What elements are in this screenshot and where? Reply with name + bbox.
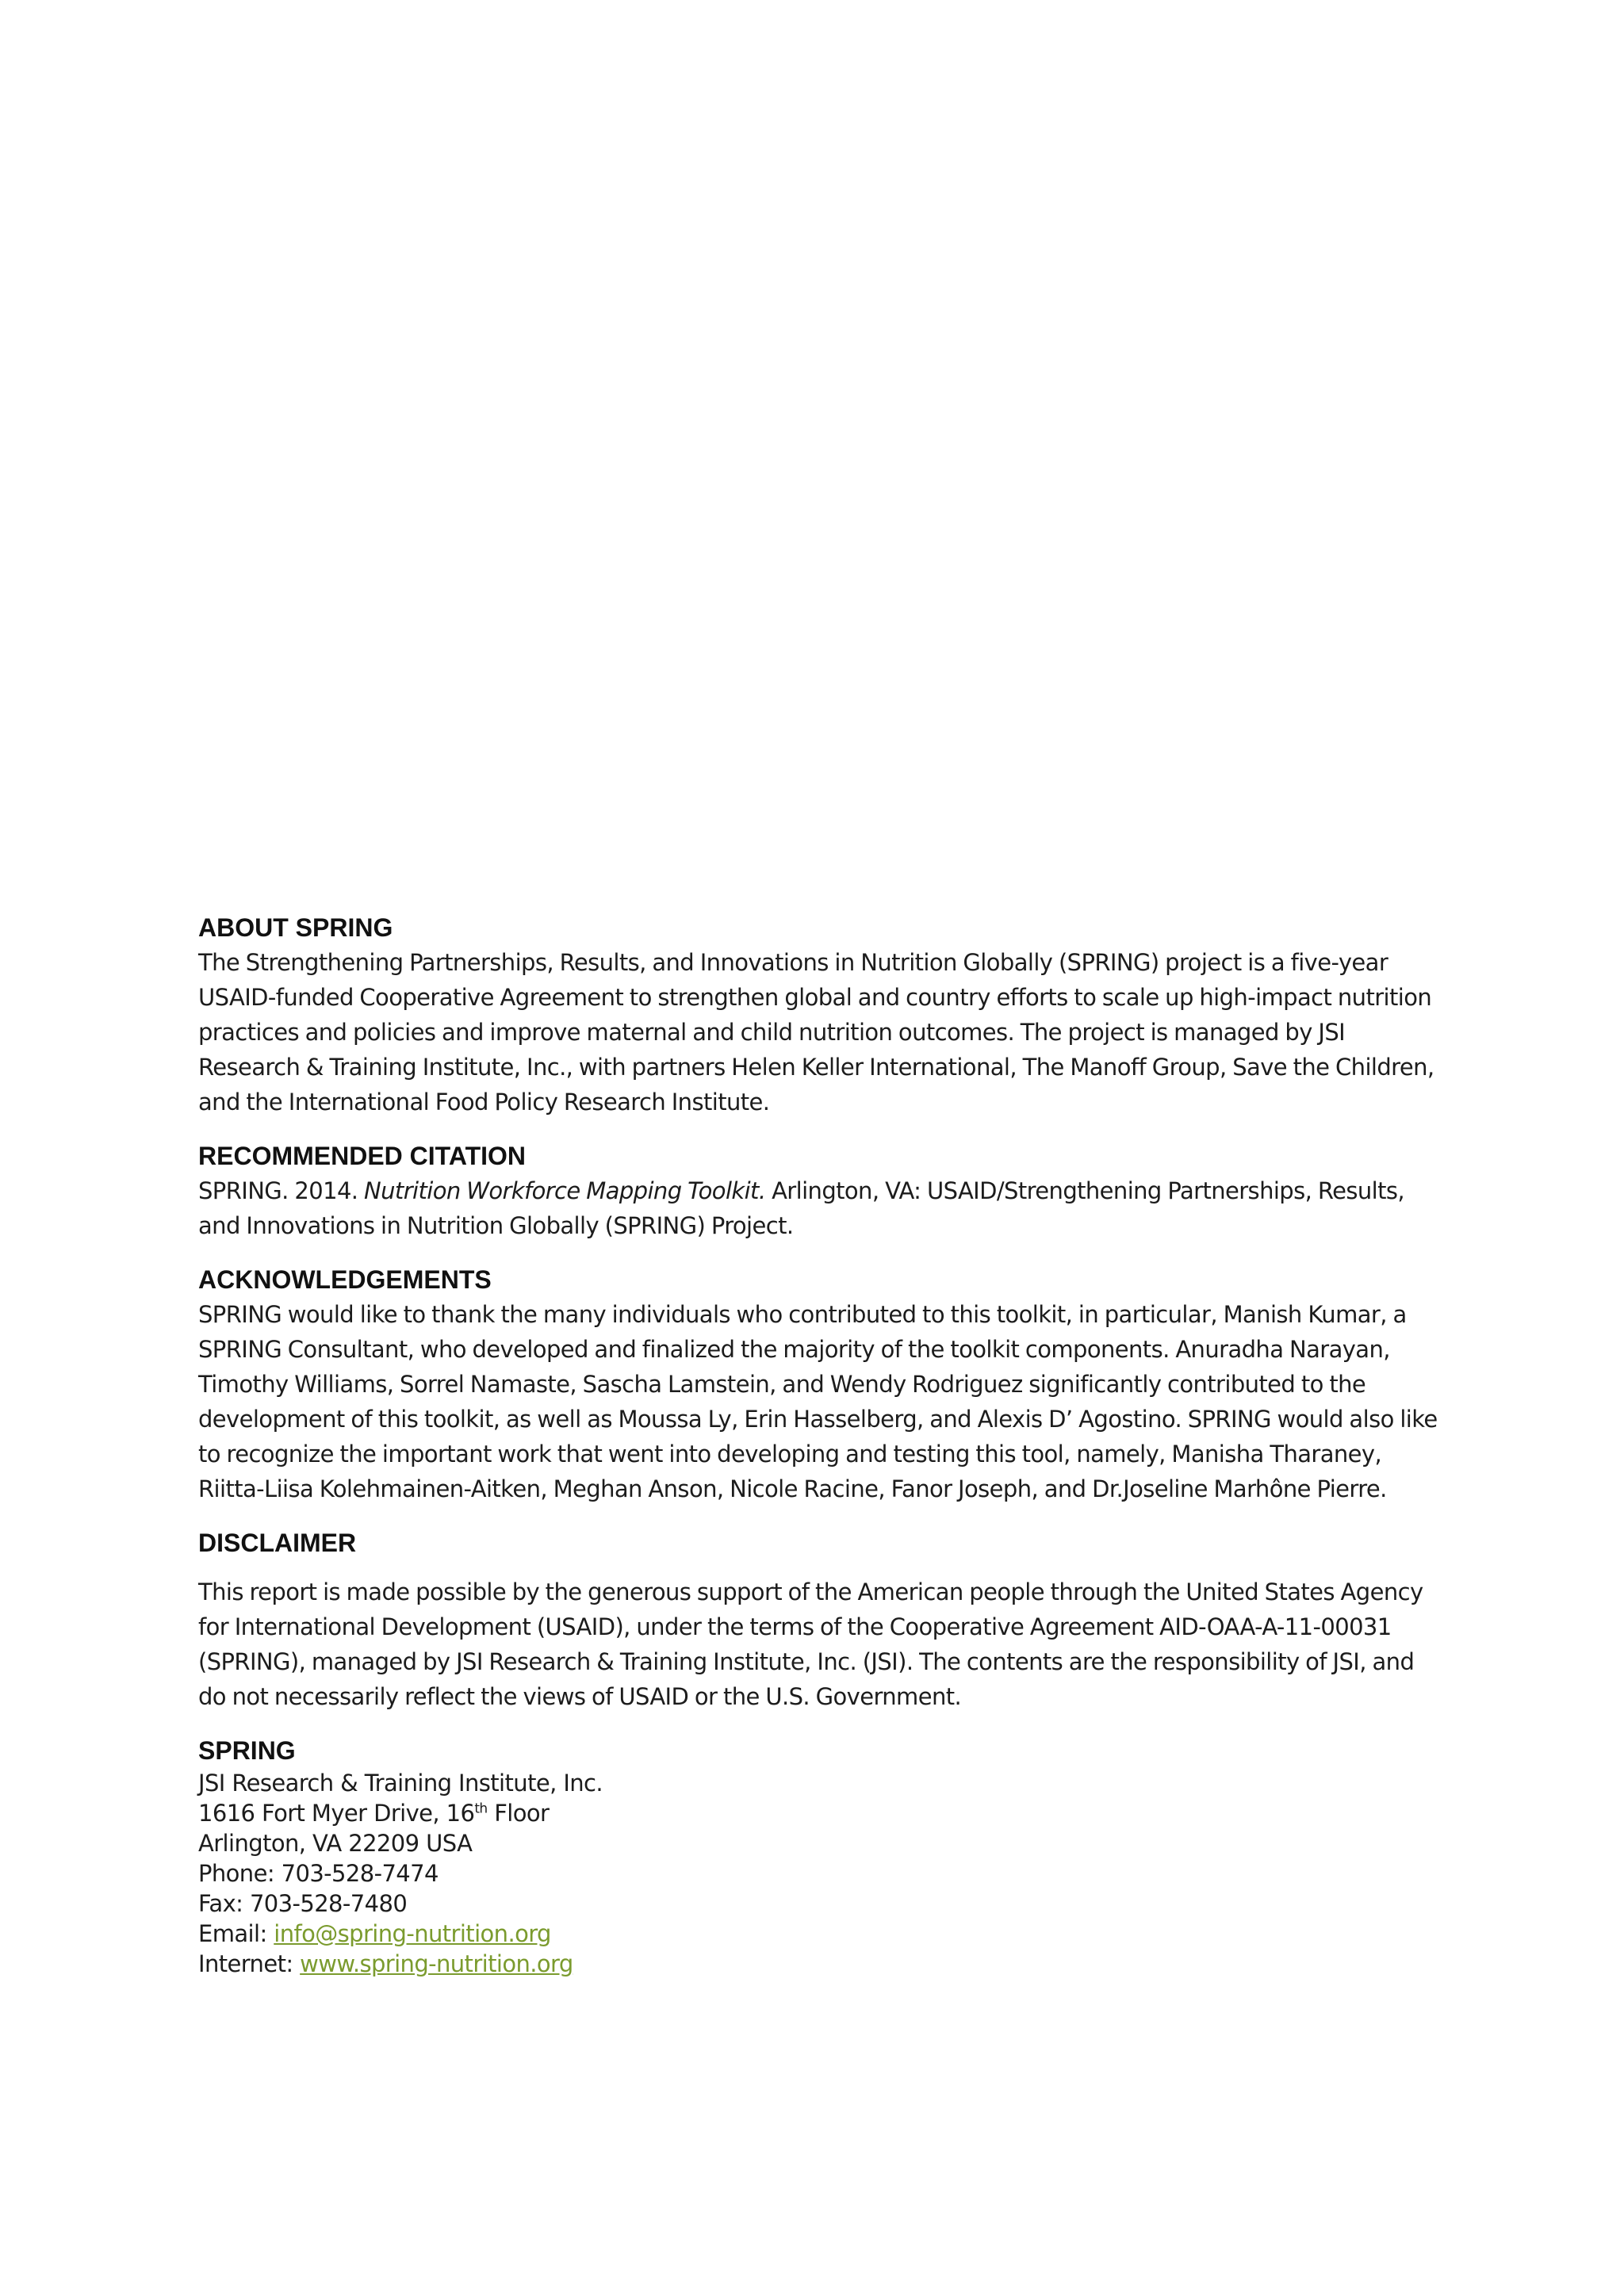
street-ordinal: th (474, 1800, 488, 1817)
about-section (198, 910, 1443, 1119)
acknowledgements-section (198, 1262, 1443, 1506)
internet-label: Internet: (198, 1950, 301, 1977)
contact-city: Arlington, VA 22209 USA (198, 1830, 473, 1857)
street-prefix: 1616 Fort Myer Drive, 16 (198, 1800, 475, 1827)
contact-heading: SPRING (198, 1736, 296, 1765)
email-label: Email: (198, 1920, 274, 1947)
contact-phone: Phone: 703-528-7474 (198, 1860, 439, 1887)
contact-section (198, 1733, 1443, 1979)
acknowledgements-body: SPRING would like to thank the many individuals who contributed to this toolkit, in particular, Manish Kumar, a SPRING Consultant, who developed and finalized the majority of the toolkit components. Anuradha Narayan, Timothy Williams, Sorrel Namaste, Sascha Lamstein, and Wendy Rodriguez significantly contributed to the development of this toolkit, as well as Moussa Ly, Erin Hasselberg, and Alexis D’ Agostino. SPRING would also like to recognize the important work that went into developing and testing this tool, namely, Manisha Tharaney, Riitta-Liisa Kolehmainen-Aitken, Meghan Anson, Nicole Racine, Fanor Joseph, and Dr.Joseline Marhône Pierre. (198, 1301, 1438, 1502)
document-body (198, 910, 1443, 1979)
contact-internet-line (198, 1949, 1443, 1979)
disclaimer-heading: DISCLAIMER (198, 1529, 357, 1557)
contact-org: JSI Research & Training Institute, Inc. (198, 1770, 603, 1797)
citation-prefix: SPRING. 2014. (198, 1177, 365, 1204)
acknowledgements-heading: ACKNOWLEDGEMENTS (198, 1265, 492, 1294)
about-body: The Strengthening Partnerships, Results, and Innovations in Nutrition Globally (SPRING) project is a five-year USAID-funded Cooperative Agreement to strengthen global and country efforts to scale up high-impact nutrition practices and policies and improve maternal and child nutrition outcomes. The project is managed by JSI Research & Training Institute, Inc., with partners Helen Keller International, The Manoff Group, Save the Children, and the International Food Policy Research Institute. (198, 949, 1434, 1115)
contact-fax: Fax: 703-528-7480 (198, 1890, 408, 1917)
disclaimer-body: This report is made possible by the generous support of the American people through the United States Agency for International Development (USAID), under the terms of the Cooperative Agreement AID-OAA-A-11-00031 (SPRING), managed by JSI Research & Training Institute, Inc. (JSI). The contents are the responsibility of JSI, and do not necessarily reflect the views of USAID or the U.S. Government. (198, 1578, 1423, 1710)
citation-body (198, 1173, 1443, 1243)
disclaimer-section (198, 1525, 1443, 1714)
citation-section (198, 1138, 1443, 1243)
citation-heading: RECOMMENDED CITATION (198, 1142, 527, 1170)
website-link[interactable]: www.spring-nutrition.org (300, 1950, 573, 1977)
email-link[interactable]: info@spring-nutrition.org (274, 1920, 551, 1947)
contact-email-line (198, 1919, 1443, 1949)
contact-street (198, 1798, 1443, 1828)
citation-suffix: Arlington, VA: USAID/Strengthening Partnerships, Results, and Innovations in Nutrition Globally (SPRING) Project. (198, 1177, 1404, 1239)
street-suffix: Floor (487, 1800, 550, 1827)
about-heading: ABOUT SPRING (198, 913, 393, 942)
citation-title: Nutrition Workforce Mapping Toolkit. (364, 1177, 766, 1204)
